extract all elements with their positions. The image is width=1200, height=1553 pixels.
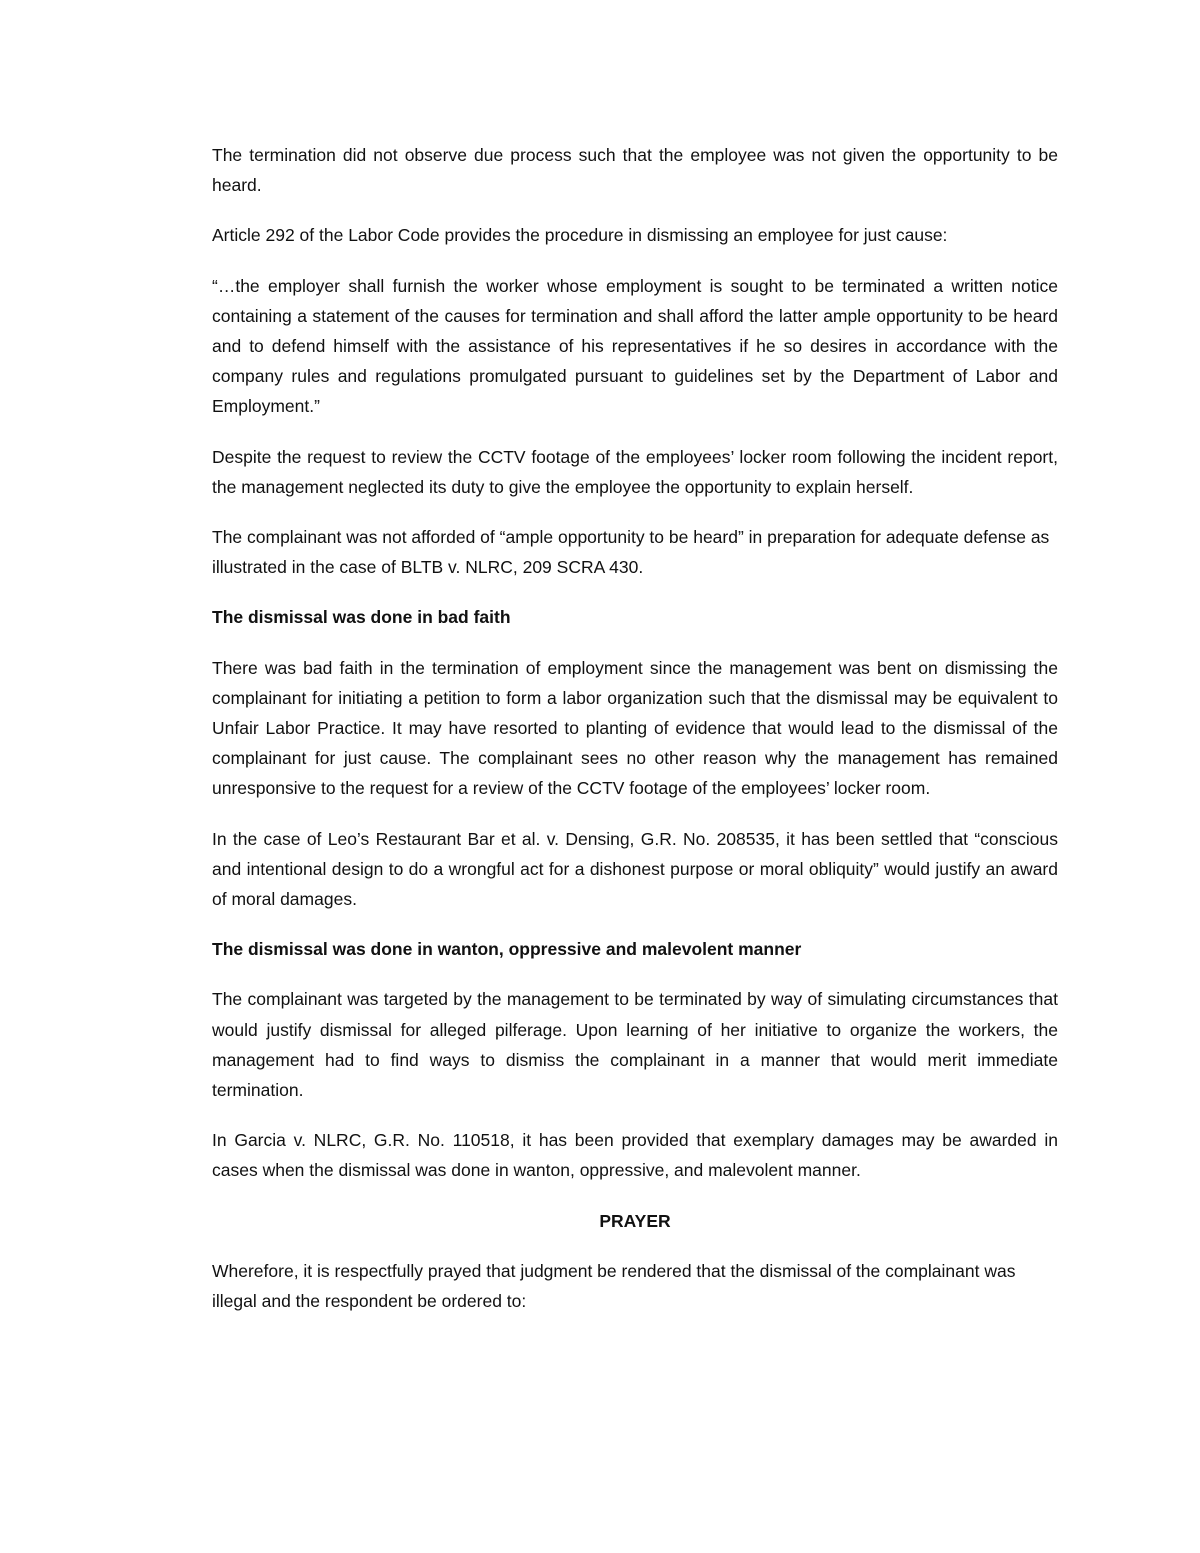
heading-bad-faith: The dismissal was done in bad faith bbox=[212, 607, 511, 628]
paragraph-bltb-case: The complainant was not afforded of “ample opportunity to be heard” in preparation for adequate defense as illustrated in the case of BLTB v. NLRC, 209 SCRA 430. bbox=[212, 527, 1050, 578]
paragraph-wherefore: Wherefore, it is respectfully prayed that judgment be rendered that the dismissal of the complainant was illegal and the respondent be ordered to: bbox=[212, 1260, 1016, 1312]
paragraph-targeted-complainant: The complainant was targeted by the management to be terminated by way of simulating circumstances that would justify dismissal for alleged pilferage. Upon learning of her initiative to organize the workers, the management had to find ways to dismiss the complainant in a manner that would merit immediate termination. bbox=[212, 989, 1058, 1101]
document-body bbox=[212, 140, 1058, 1336]
paragraph-garcia-case: In Garcia v. NLRC, G.R. No. 110518, it has been provided that exemplary damages may be awarded in cases when the dismissal was done in wanton, oppressive, and malevolent manner. bbox=[212, 1130, 1058, 1181]
heading-wanton-manner: The dismissal was done in wanton, oppressive and malevolent manner bbox=[212, 939, 802, 960]
paragraph-bad-faith: There was bad faith in the termination of employment since the management was bent on dismissing the complainant for initiating a petition to form a labor organization such that the dismissal may be equivalent to Unfair Labor Practice. It may have resorted to planting of evidence that would lead to the dismissal of the complainant for just cause. The complainant sees no other reason why the management has remained unresponsive to the request for a review of the CCTV footage of the employees’ locker room. bbox=[212, 657, 1058, 799]
paragraph-article-292: Article 292 of the Labor Code provides the procedure in dismissing an employee for just cause: bbox=[212, 225, 948, 246]
paragraph-cctv-request: Despite the request to review the CCTV footage of the employees’ locker room following the incident report, the management neglected its duty to give the employee the opportunity to explain herself. bbox=[212, 446, 1058, 497]
paragraph-quoted-provision: “…the employer shall furnish the worker whose employment is sought to be terminated a written notice containing a statement of the causes for termination and shall afford the latter ample opportunity to be heard and to defend himself with the assistance of his representatives if he so desires in accordance with the company rules and regulations promulgated pursuant to guidelines set by the Department of Labor and Employment.” bbox=[212, 275, 1058, 417]
paragraph-leos-restaurant-case: In the case of Leo’s Restaurant Bar et al. v. Densing, G.R. No. 208535, it has been settled that “conscious and intentional design to do a wrongful act for a dishonest purpose or moral obliquity” would justify an award of moral damages. bbox=[212, 828, 1058, 910]
heading-prayer: PRAYER bbox=[599, 1210, 671, 1231]
paragraph-due-process: The termination did not observe due process such that the employee was not given the opportunity to be heard. bbox=[212, 145, 1058, 196]
